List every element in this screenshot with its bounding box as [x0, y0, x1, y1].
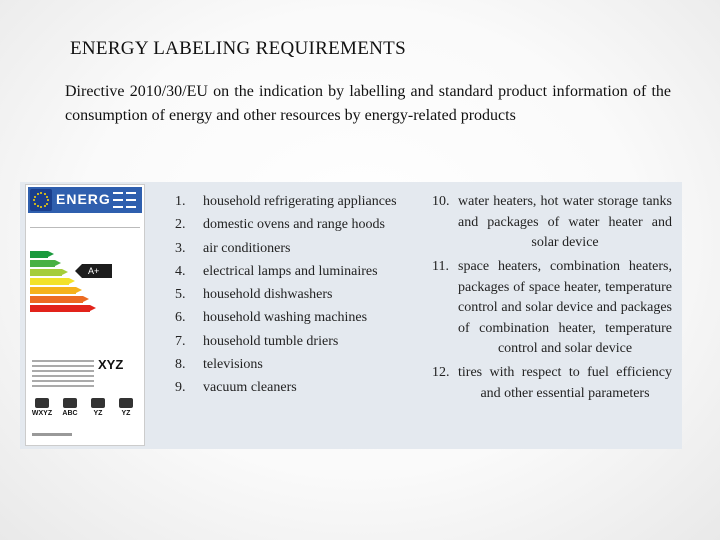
list-item: 10. water heaters, hot water storage tanks and packages of water heater and solar device [432, 194, 672, 250]
eu-flag-icon [30, 189, 52, 211]
pictogram-icon: ABC [58, 398, 82, 420]
list-item: 2. domestic ovens and range hoods [175, 217, 385, 233]
energy-class-bar [30, 296, 83, 303]
list-item: 8. televisions [175, 357, 263, 373]
energy-label-image [25, 184, 145, 446]
label-footer-line [32, 433, 72, 436]
list-item: 11. space heaters, combination heaters, packages of space heater, temperature control and solar device and packages of combination heater, temperature control and solar device [432, 259, 672, 356]
list-item: 5. household dishwashers [175, 287, 333, 303]
pictogram-icon: WXYZ [30, 398, 54, 420]
supplier-line [30, 217, 140, 228]
energy-brand-text: ENERG [56, 191, 111, 207]
page-title: ENERGY LABELING REQUIREMENTS [70, 38, 406, 59]
energy-class-bar [30, 260, 55, 267]
list-item: 7. household tumble driers [175, 333, 339, 349]
pictogram-icon: YZ [86, 398, 110, 420]
product-list-left [175, 192, 415, 402]
energy-class-bar [30, 251, 48, 258]
list-item: 3. air conditioners [175, 240, 291, 256]
list-item: 12. tires with respect to fuel efficiency and other essential parameters [432, 365, 672, 401]
list-item: 9. vacuum cleaners [175, 380, 297, 396]
energy-class-bar [30, 269, 62, 276]
list-item: 4. electrical lamps and luminaires [175, 263, 378, 279]
pictogram-icon: YZ [114, 398, 138, 420]
label-fine-print [32, 357, 94, 390]
list-item: 1. household refrigerating appliances [175, 194, 397, 209]
language-lines-icon [113, 190, 138, 210]
product-list-right [432, 192, 672, 408]
directive-intro: Directive 2010/30/EU on the indication by labelling and standard product information of the consumption of energy and other resources by energy-related products [65, 83, 671, 124]
energy-class-bar [30, 278, 69, 285]
energy-class-bar [30, 287, 76, 294]
energy-class-bar [30, 305, 90, 312]
model-text: XYZ [98, 357, 124, 372]
list-item: 6. household washing machines [175, 310, 368, 326]
class-indicator-arrow: A+ [82, 264, 112, 278]
